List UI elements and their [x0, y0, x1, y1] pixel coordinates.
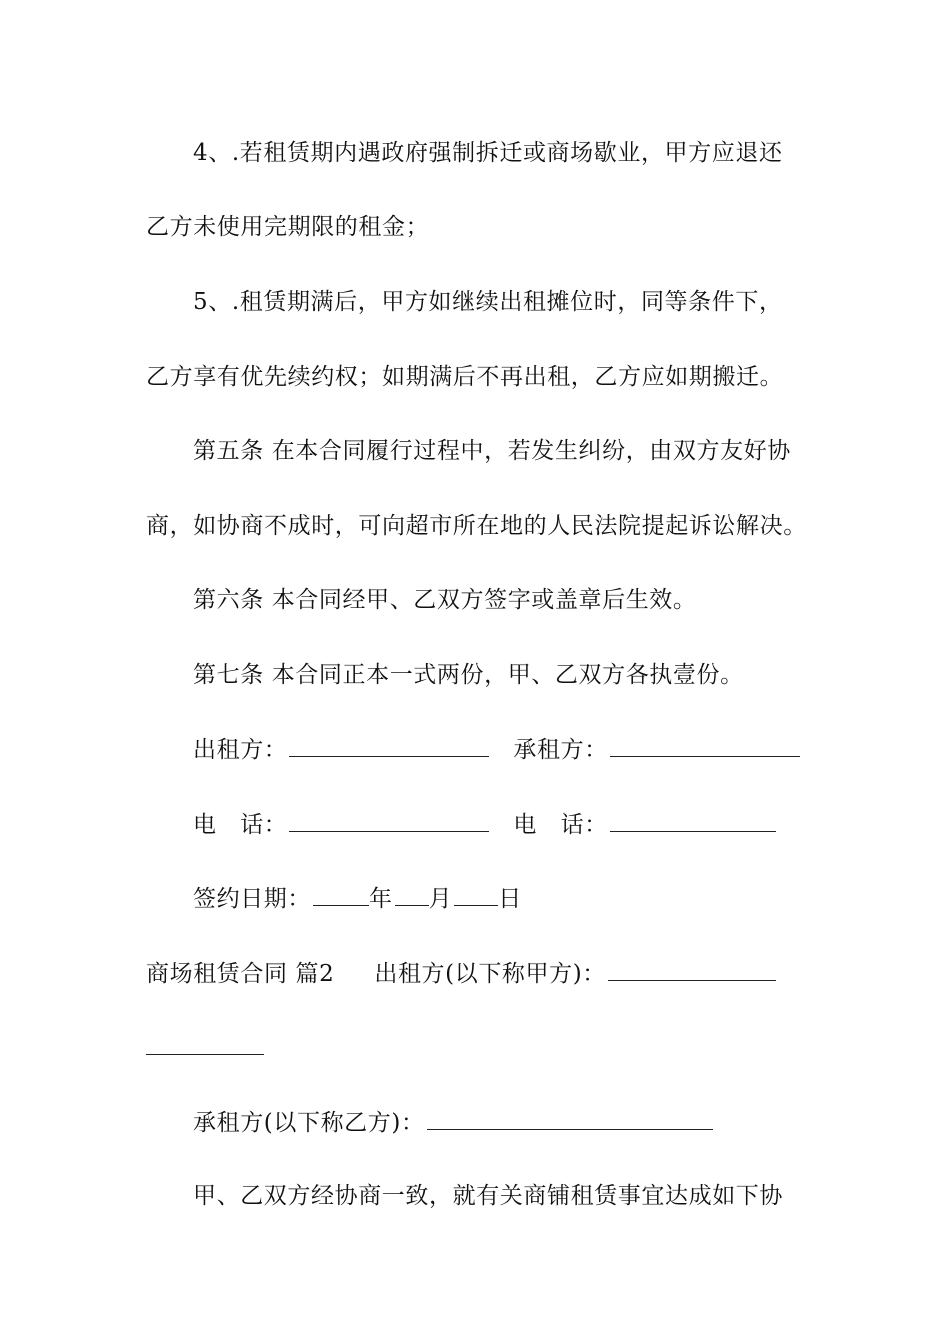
month-blank — [395, 883, 429, 906]
article-5-line-2: 商，如协商不成时，可向超市所在地的人民法院提起诉讼解决。 — [146, 513, 807, 539]
signing-date-row — [193, 883, 522, 914]
year-label: 年 — [369, 886, 393, 912]
lessor-phone-label: 电 话： — [193, 812, 288, 838]
signature-row-phones — [193, 809, 776, 840]
party-a-label: 出租方(以下称甲方)： — [374, 961, 606, 987]
party-b-row — [193, 1107, 713, 1138]
lessee-phone-blank — [610, 809, 776, 832]
party-b-blank — [427, 1107, 713, 1130]
paragraph-item-5-line-1: 5、.租赁期满后，甲方如继续出租摊位时，同等条件下， — [193, 289, 783, 315]
year-blank — [313, 883, 369, 906]
section-2-header-row — [146, 958, 776, 989]
signing-date-label: 签约日期： — [193, 886, 311, 912]
lessee-signature-blank — [610, 734, 800, 757]
lessor-signature-blank — [289, 734, 489, 757]
article-7: 第七条 本合同正本一式两份，甲、乙双方各执壹份。 — [193, 662, 744, 688]
party-a-blank-continued — [146, 1032, 264, 1055]
article-6: 第六条 本合同经甲、乙双方签字或盖章后生效。 — [193, 587, 697, 613]
article-5-line-1: 第五条 在本合同履行过程中，若发生纠纷，由双方友好协 — [193, 438, 791, 464]
section-2-title: 商场租赁合同 篇2 — [146, 961, 335, 987]
party-b-label: 承租方(以下称乙方)： — [193, 1110, 425, 1136]
day-label: 日 — [498, 886, 522, 912]
paragraph-item-4-line-2: 乙方未使用完期限的租金； — [146, 214, 430, 240]
lessor-phone-blank — [289, 809, 489, 832]
lessee-label: 承租方： — [513, 737, 608, 763]
signature-row-parties — [193, 734, 800, 765]
paragraph-item-4-line-1: 4、.若租赁期内遇政府强制拆迁或商场歇业，甲方应退还 — [193, 140, 783, 166]
paragraph-item-5-line-2: 乙方享有优先续约权；如期满后不再出租，乙方应如期搬迁。 — [146, 364, 784, 390]
day-blank — [454, 883, 498, 906]
month-label: 月 — [428, 886, 453, 912]
party-a-blank-continued-row — [146, 1032, 264, 1063]
party-a-blank — [608, 958, 776, 981]
section-2-intro: 甲、乙双方经协商一致，就有关商铺租赁事宜达成如下协 — [193, 1183, 783, 1209]
lessee-phone-label: 电 话： — [513, 812, 608, 838]
lessor-label: 出租方： — [193, 737, 288, 763]
